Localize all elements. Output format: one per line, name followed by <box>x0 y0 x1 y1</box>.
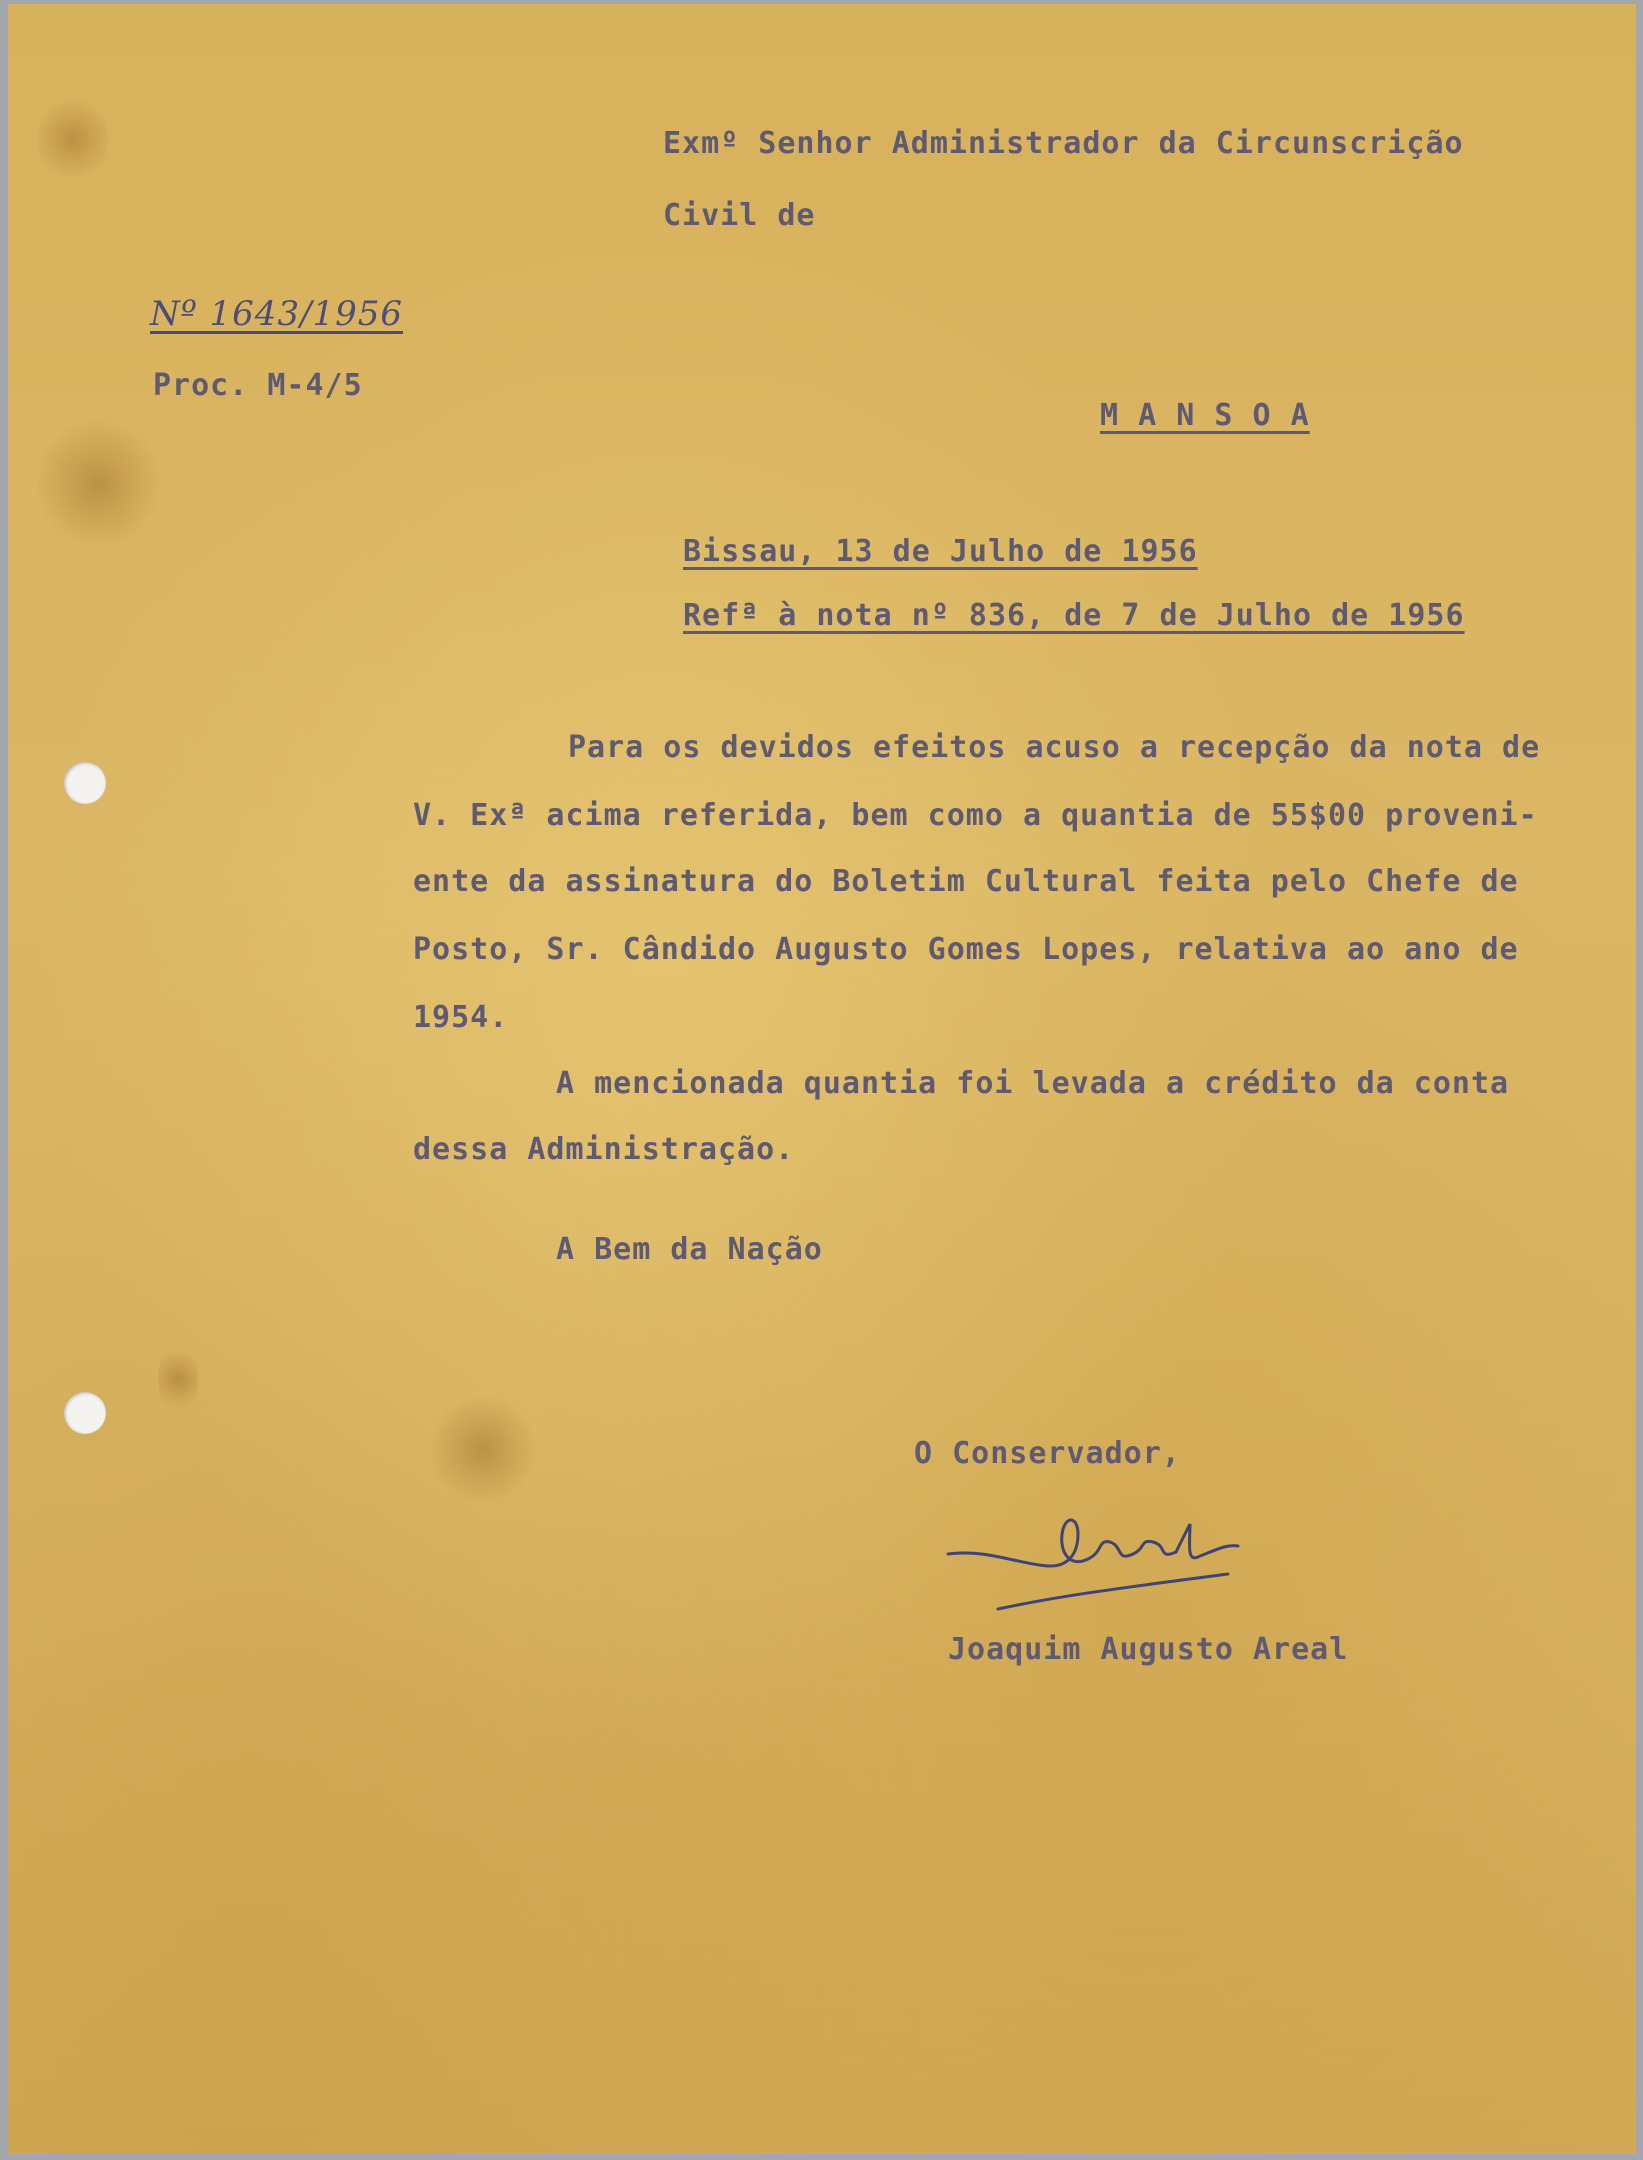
closing-salutation: A Bem da Nação <box>556 1232 823 1267</box>
stain <box>38 414 158 554</box>
process-number: Proc. M-4/5 <box>153 368 363 403</box>
stain <box>428 1394 538 1504</box>
body-line-5: 1954. <box>413 1000 509 1035</box>
stain <box>38 94 108 184</box>
body-line-7: dessa Administração. <box>413 1132 795 1167</box>
addressee-line-2: Civil de <box>663 198 816 233</box>
destination: M A N S O A <box>1100 398 1310 433</box>
place-date: Bissau, 13 de Julho de 1956 <box>683 534 1198 569</box>
addressee-line-1: Exmº Senhor Administrador da Circunscrição <box>663 126 1464 161</box>
punch-hole-bottom <box>64 1392 106 1434</box>
signatory-role: O Conservador, <box>914 1436 1181 1471</box>
document-page <box>8 4 1636 2154</box>
handwritten-signature <box>928 1494 1258 1624</box>
signatory-name: Joaquim Augusto Areal <box>948 1632 1349 1667</box>
body-line-2: V. Exª acima referida, bem como a quantia de 55$00 proveni- <box>413 798 1538 833</box>
body-line-4: Posto, Sr. Cândido Augusto Gomes Lopes, relativa ao ano de <box>413 932 1519 967</box>
reference-note: Refª à nota nº 836, de 7 de Julho de 1956 <box>683 598 1465 633</box>
punch-hole-top <box>64 762 106 804</box>
stain <box>158 1344 198 1414</box>
body-line-3: ente da assinatura do Boletim Cultural feita pelo Chefe de <box>413 864 1519 899</box>
body-line-1: Para os devidos efeitos acuso a recepção da nota de <box>568 730 1541 765</box>
reference-number: Nº 1643/1956 <box>150 294 404 334</box>
body-line-6: A mencionada quantia foi levada a crédito da conta <box>556 1066 1510 1101</box>
